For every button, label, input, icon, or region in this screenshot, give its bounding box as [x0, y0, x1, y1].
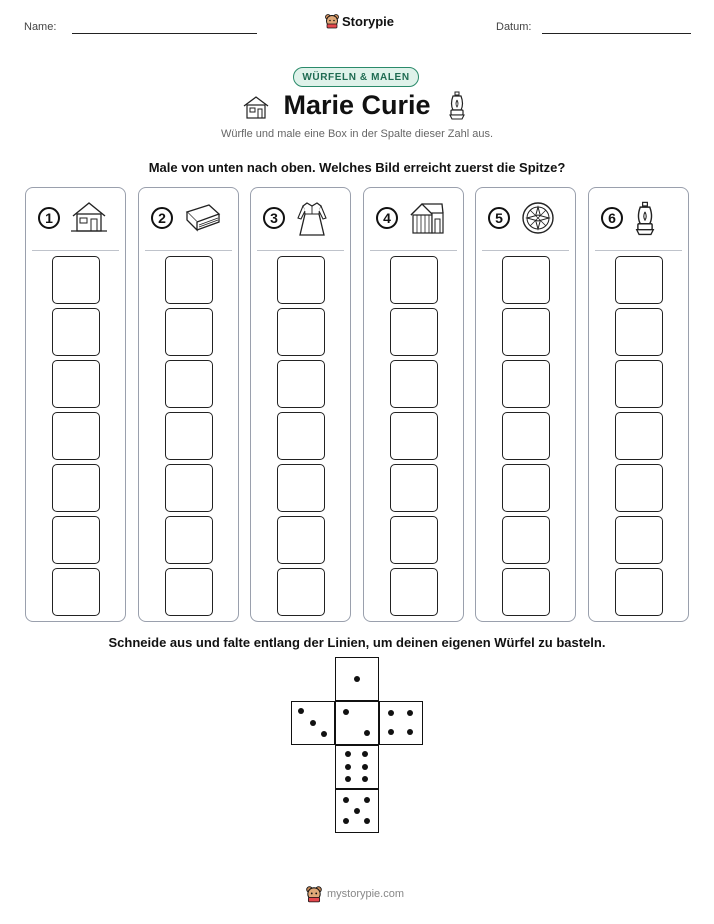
instruction-bottom: Schneide aus und falte entlang der Linien, um deinen eigenen Würfel zu basteln.	[108, 635, 606, 650]
color-box[interactable]	[502, 516, 550, 564]
color-box[interactable]	[277, 464, 325, 512]
color-box[interactable]	[615, 308, 663, 356]
column-number: 5	[488, 207, 510, 229]
pip	[343, 797, 349, 803]
color-box[interactable]	[277, 308, 325, 356]
column-4	[363, 187, 464, 622]
color-box[interactable]	[615, 360, 663, 408]
column-header	[482, 188, 569, 251]
name-label: Name:	[24, 21, 57, 33]
color-box[interactable]	[277, 412, 325, 460]
color-box[interactable]	[615, 256, 663, 304]
pip	[362, 776, 368, 782]
column-1	[25, 187, 126, 622]
color-box[interactable]	[165, 360, 213, 408]
die-face-1	[335, 657, 379, 701]
pip	[362, 751, 368, 757]
color-box[interactable]	[615, 412, 663, 460]
footer-site: mystorypie.com	[327, 888, 405, 900]
pip	[345, 776, 351, 782]
cabin-icon	[408, 200, 446, 241]
die-face-3	[291, 701, 335, 745]
instruction-top: Male von unten nach oben. Welches Bild erreicht zuerst die Spitze?	[148, 160, 566, 175]
color-box[interactable]	[165, 568, 213, 616]
category-badge: WÜRFELN & MALEN	[293, 67, 419, 87]
die-face-6	[335, 745, 379, 789]
pip	[364, 818, 370, 824]
pip	[345, 764, 351, 770]
pip	[343, 709, 349, 715]
color-box[interactable]	[277, 256, 325, 304]
book-icon	[183, 200, 223, 239]
column-number: 1	[38, 207, 60, 229]
column-3	[250, 187, 351, 622]
pip	[345, 751, 351, 757]
color-box[interactable]	[52, 256, 100, 304]
bear-logo-icon	[325, 13, 339, 29]
pip	[364, 730, 370, 736]
color-box[interactable]	[502, 308, 550, 356]
house-icon	[70, 200, 108, 239]
compass-icon	[520, 200, 556, 241]
column-6	[588, 187, 689, 622]
pip	[310, 720, 316, 726]
column-header	[595, 188, 682, 251]
color-box[interactable]	[277, 568, 325, 616]
column-number: 4	[376, 207, 398, 229]
color-box[interactable]	[52, 464, 100, 512]
color-box[interactable]	[52, 412, 100, 460]
pip	[407, 710, 413, 716]
color-box[interactable]	[165, 412, 213, 460]
column-number: 3	[263, 207, 285, 229]
bear-logo-icon	[306, 885, 322, 903]
color-box[interactable]	[502, 360, 550, 408]
color-box[interactable]	[390, 412, 438, 460]
color-box[interactable]	[390, 360, 438, 408]
color-box[interactable]	[502, 256, 550, 304]
color-box[interactable]	[615, 516, 663, 564]
color-box[interactable]	[52, 568, 100, 616]
pip	[364, 797, 370, 803]
storypie-logo	[325, 13, 394, 29]
logo-text: Storypie	[342, 13, 395, 29]
color-box[interactable]	[390, 516, 438, 564]
color-box[interactable]	[52, 308, 100, 356]
color-box[interactable]	[615, 568, 663, 616]
color-box[interactable]	[390, 464, 438, 512]
pip	[321, 731, 327, 737]
color-box[interactable]	[390, 256, 438, 304]
color-box[interactable]	[502, 464, 550, 512]
date-label: Datum:	[496, 21, 532, 33]
color-box[interactable]	[52, 516, 100, 564]
color-box[interactable]	[165, 256, 213, 304]
pip	[298, 708, 304, 714]
column-header	[145, 188, 232, 251]
color-box[interactable]	[165, 308, 213, 356]
column-number: 6	[601, 207, 623, 229]
color-box[interactable]	[615, 464, 663, 512]
color-box[interactable]	[277, 360, 325, 408]
column-header	[32, 188, 119, 251]
color-box[interactable]	[52, 360, 100, 408]
oil-lamp-icon	[633, 200, 657, 243]
pip	[343, 818, 349, 824]
pip	[388, 729, 394, 735]
oil-lamp-icon	[447, 90, 467, 122]
color-box[interactable]	[165, 464, 213, 512]
pip	[354, 808, 360, 814]
color-box[interactable]	[165, 516, 213, 564]
column-2	[138, 187, 239, 622]
page-subtitle: Würfle und male eine Box in der Spalte dieser Zahl aus.	[220, 128, 494, 140]
pip	[362, 764, 368, 770]
color-box[interactable]	[390, 568, 438, 616]
date-field[interactable]	[542, 33, 691, 34]
color-box[interactable]	[390, 308, 438, 356]
color-box[interactable]	[277, 516, 325, 564]
pip	[407, 729, 413, 735]
column-header	[370, 188, 457, 251]
column-5	[475, 187, 576, 622]
color-box[interactable]	[502, 568, 550, 616]
name-field[interactable]	[72, 33, 257, 34]
column-header	[257, 188, 344, 251]
column-number: 2	[151, 207, 173, 229]
color-box[interactable]	[502, 412, 550, 460]
footer	[306, 885, 404, 903]
page-title: Marie Curie	[283, 90, 431, 120]
die-face-5	[335, 789, 379, 833]
pip	[388, 710, 394, 716]
die-face-2	[335, 701, 379, 745]
pip	[354, 676, 360, 682]
dress-icon	[295, 200, 329, 243]
die-face-4	[379, 701, 423, 745]
